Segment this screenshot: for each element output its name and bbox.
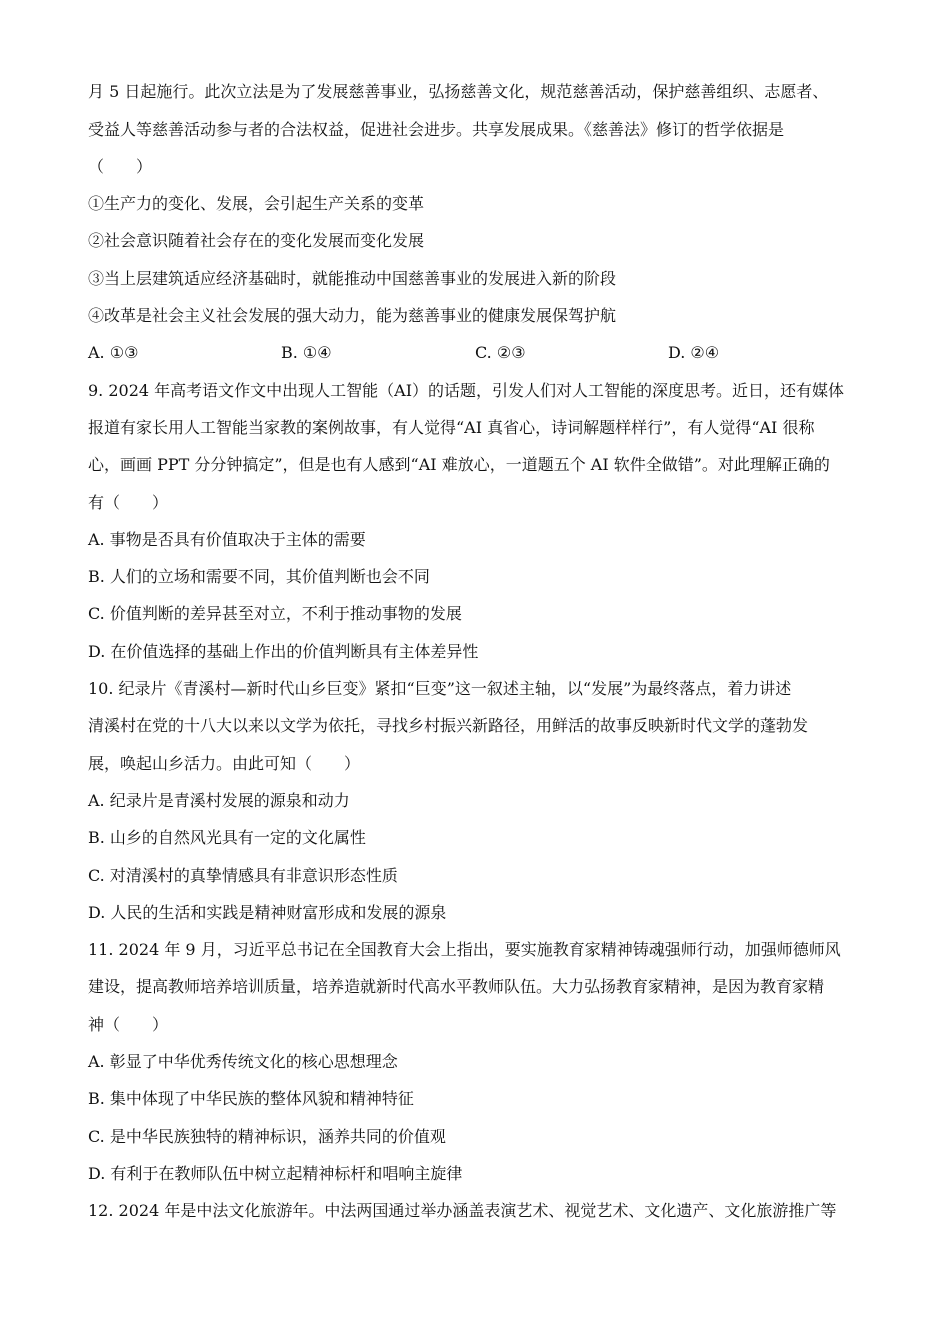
- q9-option-a: A. 事物是否具有价值取决于主体的需要: [88, 530, 366, 549]
- q10-stem-line-1: 10. 纪录片《青溪村—新时代山乡巨变》紧扣“巨变”这一叙述主轴，以“发展”为最终落点，着力讲述: [88, 679, 792, 698]
- q9-option-d: D. 在价值选择的基础上作出的价值判断具有主体差异性: [88, 642, 479, 661]
- q11-stem-line-3: 神（ ）: [88, 1015, 169, 1034]
- q10-stem-line-3: 展，唤起山乡活力。由此可知（ ）: [88, 754, 361, 773]
- q10-option-b: B. 山乡的自然风光具有一定的文化属性: [88, 828, 366, 847]
- q11-stem-line-2: 建设，提高教师培养培训质量，培养造就新时代高水平教师队伍。大力弘扬教育家精神，是因为教育家精: [88, 977, 825, 996]
- q11-stem-line-1: 11. 2024 年 9 月，习近平总书记在全国教育大会上指出，要实施教育家精神铸魂强师行动，加强师德师风: [88, 940, 841, 959]
- q10-stem-line-2: 清溪村在党的十八大以来以文学为依托，寻找乡村振兴新路径，用鲜活的故事反映新时代文学的蓬勃发: [88, 716, 809, 735]
- q8-statement-1: ①生产力的变化、发展，会引起生产关系的变革: [88, 194, 425, 213]
- q8-statement-2: ②社会意识随着社会存在的变化发展而变化发展: [88, 231, 425, 250]
- q8-option-b: B. ①④: [281, 343, 332, 362]
- q8-answer-blank: （ ）: [88, 157, 153, 176]
- q9-stem-line-1: 9. 2024 年高考语文作文中出现人工智能（AI）的话题，引发人们对人工智能的深度思考。近日，还有媒体: [88, 381, 845, 400]
- q10-option-a: A. 纪录片是青溪村发展的源泉和动力: [88, 791, 350, 810]
- q9-stem-line-4: 有（ ）: [88, 493, 169, 512]
- q10-option-d: D. 人民的生活和实践是精神财富形成和发展的源泉: [88, 903, 447, 922]
- q8-stem-line-1: 月 5 日起施行。此次立法是为了发展慈善事业，弘扬慈善文化，规范慈善活动，保护慈善组织、志愿者、: [88, 82, 829, 101]
- q8-option-a: A. ①③: [88, 343, 139, 362]
- q8-statement-3: ③当上层建筑适应经济基础时，就能推动中国慈善事业的发展进入新的阶段: [88, 269, 617, 288]
- q9-option-b: B. 人们的立场和需要不同，其价值判断也会不同: [88, 567, 430, 586]
- q12-stem-line-1: 12. 2024 年是中法文化旅游年。中法两国通过举办涵盖表演艺术、视觉艺术、文化遗产、文化旅游推广等: [88, 1201, 837, 1220]
- q9-stem-line-2: 报道有家长用人工智能当家教的案例故事，有人觉得“AI 真省心，诗词解题样样行”，有人觉得“AI 很称: [88, 418, 815, 437]
- q11-option-b: B. 集中体现了中华民族的整体风貌和精神特征: [88, 1089, 414, 1108]
- q10-option-c: C. 对清溪村的真挚情感具有非意识形态性质: [88, 866, 398, 885]
- q8-option-c: C. ②③: [475, 343, 526, 362]
- q11-option-a: A. 彰显了中华优秀传统文化的核心思想理念: [88, 1052, 398, 1071]
- q9-stem-line-3: 心，画画 PPT 分分钟搞定”，但是也有人感到“AI 难放心，一道题五个 AI 软件全做错”。对此理解正确的: [88, 455, 830, 474]
- q11-option-c: C. 是中华民族独特的精神标识，涵养共同的价值观: [88, 1127, 446, 1146]
- q8-option-d: D. ②④: [668, 343, 720, 362]
- q9-option-c: C. 价值判断的差异甚至对立，不利于推动事物的发展: [88, 604, 462, 623]
- q8-options-row: [88, 343, 868, 363]
- q8-stem-line-2: 受益人等慈善活动参与者的合法权益，促进社会进步。共享发展成果。《慈善法》修订的哲学依据是: [88, 120, 785, 139]
- q8-statement-4: ④改革是社会主义社会发展的强大动力，能为慈善事业的健康发展保驾护航: [88, 306, 617, 325]
- q11-option-d: D. 有利于在教师队伍中树立起精神标杆和唱响主旋律: [88, 1164, 463, 1183]
